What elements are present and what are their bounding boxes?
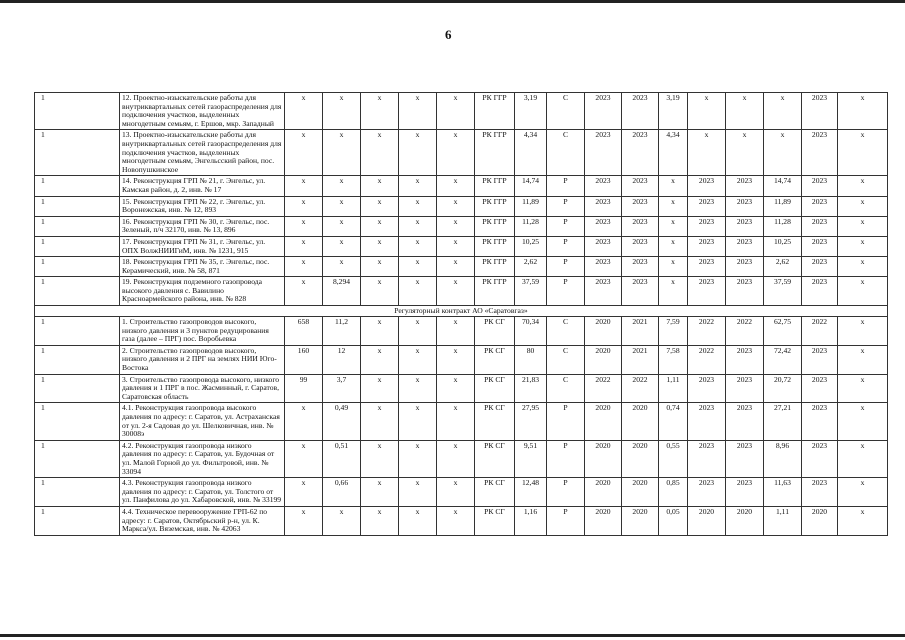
table-cell: x	[838, 403, 888, 440]
table-cell: 2023	[688, 277, 726, 306]
cell-index: 1	[35, 93, 120, 130]
table-cell: x	[361, 440, 399, 477]
table-cell: Р	[547, 277, 585, 306]
table-cell: x	[399, 216, 437, 236]
cell-index: 1	[35, 506, 120, 535]
table-row	[35, 440, 888, 477]
table-row	[35, 93, 888, 130]
table-cell: x	[437, 93, 475, 130]
table-cell: 2021	[622, 317, 659, 346]
table-cell: 2023	[802, 93, 838, 130]
table-cell: 2023	[802, 130, 838, 176]
table-cell: x	[361, 236, 399, 256]
table-cell: 2023	[688, 216, 726, 236]
table-cell: x	[361, 130, 399, 176]
cell-index: 1	[35, 403, 120, 440]
cell-index: 1	[35, 216, 120, 236]
table-cell: 2023	[622, 130, 659, 176]
table-cell: 2020	[585, 506, 622, 535]
cell-object-name: 4.4. Техническое перевооружение ГРП-62 по адресу: г. Саратов, Октябрьский р-н, ул. К. Маркса/ул. Вяземская, инв. № 42063	[120, 506, 285, 535]
table-cell: 2022	[802, 317, 838, 346]
table-cell: 3,19	[659, 93, 688, 130]
cell-index: 1	[35, 440, 120, 477]
table-cell: РК ГГР	[475, 277, 515, 306]
table-cell: 37,59	[515, 277, 547, 306]
table-cell: x	[838, 317, 888, 346]
table-cell: 8,96	[764, 440, 802, 477]
table-cell: x	[437, 374, 475, 403]
table-cell: x	[399, 196, 437, 216]
cell-object-name: 16. Реконструкция ГРП № 30, г. Энгельс, пос. Зеленый, п/ч 32170, инв. № 13, 896	[120, 216, 285, 236]
table-cell: 2023	[688, 374, 726, 403]
table-cell: 14,74	[764, 176, 802, 196]
table-row	[35, 317, 888, 346]
table-cell: x	[323, 130, 361, 176]
table-cell: 2023	[585, 93, 622, 130]
table-cell: x	[285, 403, 323, 440]
table-cell: x	[726, 93, 764, 130]
table-cell: 2020	[585, 317, 622, 346]
table-cell: 2023	[802, 440, 838, 477]
table-cell: 2020	[688, 506, 726, 535]
table-cell: x	[323, 176, 361, 196]
section-header-row	[35, 306, 888, 317]
table-cell: x	[437, 130, 475, 176]
table-cell: 11,63	[764, 478, 802, 507]
table-cell: 2022	[726, 317, 764, 346]
table-row	[35, 236, 888, 256]
table-cell: 0,85	[659, 478, 688, 507]
table-cell: x	[399, 257, 437, 277]
cell-index: 1	[35, 317, 120, 346]
table-cell: x	[399, 236, 437, 256]
table-cell: Р	[547, 506, 585, 535]
table-cell: РК СГ	[475, 317, 515, 346]
table-cell: 2023	[622, 93, 659, 130]
table-cell: x	[437, 478, 475, 507]
cell-index: 1	[35, 257, 120, 277]
table-cell: 2023	[622, 196, 659, 216]
cell-index: 1	[35, 236, 120, 256]
table-cell: x	[399, 130, 437, 176]
bottom-border	[0, 634, 905, 637]
table-cell: x	[361, 478, 399, 507]
cell-object-name: 4.2. Реконструкция газопровода низкого давления по адресу: г. Саратов, ул. Будочная от ул. Малой Горной до ул. Фильтровой, инв. № 33094	[120, 440, 285, 477]
table-cell: x	[285, 176, 323, 196]
table-row	[35, 277, 888, 306]
cell-index: 1	[35, 130, 120, 176]
table-cell: РК ГГР	[475, 216, 515, 236]
table-cell: 2023	[585, 236, 622, 256]
table-cell: 3,7	[323, 374, 361, 403]
table-cell: РК СГ	[475, 478, 515, 507]
table-cell: Р	[547, 257, 585, 277]
table-cell: x	[659, 196, 688, 216]
table-cell: x	[323, 93, 361, 130]
table-cell: x	[285, 257, 323, 277]
table-cell: x	[838, 440, 888, 477]
table-cell: x	[285, 216, 323, 236]
table-cell: 2023	[726, 277, 764, 306]
table-cell: 2020	[585, 403, 622, 440]
table-cell: x	[437, 176, 475, 196]
table-cell: 2023	[688, 257, 726, 277]
table-cell: x	[361, 345, 399, 374]
table-row	[35, 216, 888, 236]
table-cell: 27,95	[515, 403, 547, 440]
table-cell: 0,05	[659, 506, 688, 535]
table-row	[35, 130, 888, 176]
table-cell: x	[838, 374, 888, 403]
table-cell: 7,59	[659, 317, 688, 346]
table-cell: x	[688, 93, 726, 130]
table-cell: x	[285, 93, 323, 130]
table-cell: 2023	[688, 478, 726, 507]
table-cell: С	[547, 93, 585, 130]
table-cell: x	[437, 196, 475, 216]
table-cell: 0,49	[323, 403, 361, 440]
page-number: 6	[445, 27, 452, 42]
table-cell: 2023	[585, 257, 622, 277]
table-cell: Р	[547, 440, 585, 477]
table-row	[35, 257, 888, 277]
table-cell: 62,75	[764, 317, 802, 346]
table-cell: 2020	[585, 345, 622, 374]
table-cell: x	[437, 236, 475, 256]
table-cell: x	[323, 196, 361, 216]
table-cell: x	[838, 506, 888, 535]
table-cell: x	[285, 236, 323, 256]
table-cell: 2023	[802, 403, 838, 440]
table-row	[35, 478, 888, 507]
table-cell: x	[361, 403, 399, 440]
table-cell: 70,34	[515, 317, 547, 346]
table-cell: 2023	[726, 440, 764, 477]
table-cell: x	[437, 277, 475, 306]
table-cell: 9,51	[515, 440, 547, 477]
table-cell: 2023	[585, 196, 622, 216]
table-cell: 2023	[802, 478, 838, 507]
table-cell: 11,28	[764, 216, 802, 236]
table-cell: 12,48	[515, 478, 547, 507]
table-cell: 10,25	[764, 236, 802, 256]
table-cell: 2020	[585, 478, 622, 507]
table-cell: РК СГ	[475, 345, 515, 374]
table-cell: 2023	[726, 196, 764, 216]
table-cell: РК ГГР	[475, 196, 515, 216]
table-cell: 0,55	[659, 440, 688, 477]
table-cell: x	[838, 345, 888, 374]
table-cell: РК СГ	[475, 506, 515, 535]
table-cell: 0,51	[323, 440, 361, 477]
table-cell: 2022	[585, 374, 622, 403]
table-cell: 2023	[726, 345, 764, 374]
table-cell: РК СГ	[475, 440, 515, 477]
table-cell: 658	[285, 317, 323, 346]
table-cell: 2021	[622, 345, 659, 374]
table-cell: x	[361, 374, 399, 403]
table-row	[35, 196, 888, 216]
cell-object-name: 13. Проектно-изыскательские работы для внутриквартальных сетей газораспределения для подключения участков, выделенных многодетным семьям, Энгельсский район, пос. Новопушкинское	[120, 130, 285, 176]
table-cell: x	[764, 130, 802, 176]
table-cell: x	[285, 478, 323, 507]
table-cell: РК ГГР	[475, 130, 515, 176]
table-cell: Р	[547, 176, 585, 196]
table-cell: 2023	[585, 130, 622, 176]
table-cell: 2023	[726, 216, 764, 236]
table-cell: 2020	[726, 506, 764, 535]
table-cell: 8,294	[323, 277, 361, 306]
table-cell: Р	[547, 196, 585, 216]
table-cell: x	[764, 93, 802, 130]
table-cell: 4,34	[659, 130, 688, 176]
table-row	[35, 403, 888, 440]
table-cell: x	[838, 216, 888, 236]
table-cell: x	[323, 216, 361, 236]
cell-object-name: 3. Строительство газопровода высокого, низкого давления и 1 ПРГ в пос. Жасминный, г. Саратов, Саратовская область	[120, 374, 285, 403]
table-cell: 1,11	[659, 374, 688, 403]
table-cell: x	[838, 478, 888, 507]
table-cell: x	[361, 196, 399, 216]
table-cell: x	[399, 277, 437, 306]
table-cell: 0,66	[323, 478, 361, 507]
table-cell: 2023	[802, 176, 838, 196]
table-cell: x	[285, 440, 323, 477]
table-cell: Р	[547, 236, 585, 256]
table-cell: 12	[323, 345, 361, 374]
table-cell: 2023	[622, 236, 659, 256]
table-cell: Р	[547, 216, 585, 236]
table-cell: x	[361, 257, 399, 277]
table-cell: 0,74	[659, 403, 688, 440]
table-cell: 2023	[622, 176, 659, 196]
table-cell: 20,72	[764, 374, 802, 403]
cell-object-name: 1. Строительство газопроводов высокого, низкого давления и 3 пунктов редуцирования газа (далее – ПРГ) пос. Воробьевка	[120, 317, 285, 346]
table-cell: 2023	[688, 176, 726, 196]
table-cell: 2023	[802, 257, 838, 277]
table-cell: 2023	[585, 176, 622, 196]
table-cell: 2023	[802, 277, 838, 306]
table-cell: РК ГГР	[475, 176, 515, 196]
table-cell: x	[323, 506, 361, 535]
table-cell: 2023	[622, 216, 659, 236]
table-cell: x	[399, 440, 437, 477]
table-cell: x	[838, 257, 888, 277]
table-cell: 14,74	[515, 176, 547, 196]
table-cell: 2023	[688, 440, 726, 477]
table-row	[35, 374, 888, 403]
table-cell: 11,28	[515, 216, 547, 236]
table-cell: x	[437, 403, 475, 440]
table-row	[35, 506, 888, 535]
table-cell: С	[547, 317, 585, 346]
table-cell: x	[361, 506, 399, 535]
table-cell: 2023	[726, 176, 764, 196]
table-cell: x	[285, 506, 323, 535]
table-cell: 2023	[688, 403, 726, 440]
table-cell: РК ГГР	[475, 257, 515, 277]
table-cell: 27,21	[764, 403, 802, 440]
cell-object-name: 18. Реконструкция ГРП № 35, г. Энгельс, пос. Керамический, инв. № 58, 871	[120, 257, 285, 277]
table-row	[35, 176, 888, 196]
top-border	[0, 0, 905, 3]
table-cell: x	[285, 277, 323, 306]
cell-object-name: 2. Строительство газопроводов высокого, низкого давления и 2 ПРГ на землях НИИ Юго-Востока	[120, 345, 285, 374]
table-cell: 2,62	[764, 257, 802, 277]
table-cell: 2020	[622, 440, 659, 477]
table-cell: 99	[285, 374, 323, 403]
table-cell: x	[399, 506, 437, 535]
table-cell: x	[399, 374, 437, 403]
section-title: Регуляторный контракт АО «Саратовгаз»	[35, 306, 888, 317]
table-cell: 2022	[688, 345, 726, 374]
cell-index: 1	[35, 277, 120, 306]
cell-object-name: 19. Реконструкция подземного газопровода высокого давления с. Вавилино Красноармейского района, инв. № 828	[120, 277, 285, 306]
cell-index: 1	[35, 176, 120, 196]
table-cell: 2023	[726, 374, 764, 403]
table-cell: x	[361, 93, 399, 130]
table-cell: x	[838, 130, 888, 176]
cell-index: 1	[35, 345, 120, 374]
table-cell: 2023	[726, 236, 764, 256]
table-cell: x	[361, 277, 399, 306]
table-cell: 4,34	[515, 130, 547, 176]
table-cell: x	[399, 93, 437, 130]
investment-program-table	[34, 92, 888, 536]
table-cell: 7,58	[659, 345, 688, 374]
table-cell: 2023	[688, 196, 726, 216]
table-cell: 2023	[802, 374, 838, 403]
table-cell: 11,89	[515, 196, 547, 216]
table-cell: x	[659, 257, 688, 277]
table-cell: 80	[515, 345, 547, 374]
table-row	[35, 345, 888, 374]
table-cell: x	[437, 345, 475, 374]
table-cell: 10,25	[515, 236, 547, 256]
table-cell: 2023	[688, 236, 726, 256]
cell-index: 1	[35, 374, 120, 403]
table-cell: 2020	[802, 506, 838, 535]
cell-index: 1	[35, 196, 120, 216]
table-cell: x	[285, 196, 323, 216]
table-cell: x	[838, 277, 888, 306]
table-cell: 2023	[802, 236, 838, 256]
table-cell: 72,42	[764, 345, 802, 374]
table-cell: x	[361, 176, 399, 196]
table-cell: 37,59	[764, 277, 802, 306]
table-cell: x	[437, 216, 475, 236]
table-cell: 2023	[726, 257, 764, 277]
table-cell: С	[547, 130, 585, 176]
cell-object-name: 15. Реконструкция ГРП № 22, г. Энгельс, ул. Воронежская, инв. № 12, 893	[120, 196, 285, 216]
table-cell: x	[838, 236, 888, 256]
table-cell: 2023	[622, 277, 659, 306]
table-cell: x	[437, 506, 475, 535]
table-cell: РК СГ	[475, 374, 515, 403]
cell-object-name: 4.1. Реконструкция газопровода высокого давления по адресу: г. Саратов, ул. Астраханская от ул. 2-я Садовая до ул. Шелковичная, инв. № 30008э	[120, 403, 285, 440]
table-cell: 2023	[802, 196, 838, 216]
table-cell: x	[399, 345, 437, 374]
table-cell: РК ГГР	[475, 93, 515, 130]
table-cell: x	[659, 176, 688, 196]
table-cell: x	[726, 130, 764, 176]
table-cell: x	[659, 216, 688, 236]
table-cell: 11,2	[323, 317, 361, 346]
table-cell: x	[399, 317, 437, 346]
cell-object-name: 14. Реконструкция ГРП № 21, г. Энгельс, ул. Камская район, д. 2, инв. № 17	[120, 176, 285, 196]
table-cell: x	[838, 196, 888, 216]
table-cell: 2022	[622, 374, 659, 403]
table-cell: x	[437, 257, 475, 277]
table-cell: x	[361, 317, 399, 346]
table-cell: Р	[547, 478, 585, 507]
table-cell: 2023	[802, 216, 838, 236]
table-cell: С	[547, 345, 585, 374]
cell-object-name: 17. Реконструкция ГРП № 31, г. Энгельс, ул. ОПХ ВолжНИИГиМ, инв. № 1231, 915	[120, 236, 285, 256]
table-cell: x	[437, 440, 475, 477]
table-cell: 1,16	[515, 506, 547, 535]
table-cell: 1,11	[764, 506, 802, 535]
table-cell: x	[399, 176, 437, 196]
table-cell: 2020	[622, 506, 659, 535]
cell-object-name: 12. Проектно-изыскательские работы для внутриквартальных сетей газораспределения для подключения участков, выделенных многодетным семьям, г. Ершов, мкр. Западный	[120, 93, 285, 130]
table-cell: 2023	[802, 345, 838, 374]
table-cell: x	[838, 176, 888, 196]
table-cell: x	[688, 130, 726, 176]
table-cell: 21,83	[515, 374, 547, 403]
table-cell: x	[399, 478, 437, 507]
table-cell: Р	[547, 403, 585, 440]
table-cell: 2023	[585, 216, 622, 236]
table-cell: 2020	[585, 440, 622, 477]
table-cell: 2022	[688, 317, 726, 346]
table-cell: 3,19	[515, 93, 547, 130]
table-cell: x	[399, 403, 437, 440]
table-cell: 2023	[726, 403, 764, 440]
table-cell: 2023	[726, 478, 764, 507]
cell-index: 1	[35, 478, 120, 507]
table-cell: 2,62	[515, 257, 547, 277]
table-cell: x	[659, 236, 688, 256]
table-cell: 2020	[622, 403, 659, 440]
table-cell: РК СГ	[475, 403, 515, 440]
table-cell: С	[547, 374, 585, 403]
table-cell: x	[323, 236, 361, 256]
table-cell: РК ГГР	[475, 236, 515, 256]
table-cell: x	[285, 130, 323, 176]
cell-object-name: 4.3. Реконструкция газопровода низкого давления по адресу: г. Саратов, ул. Толстого от ул. Панфилова до ул. Хабаровской, инв. № 33199	[120, 478, 285, 507]
table-cell: x	[361, 216, 399, 236]
table-cell: x	[659, 277, 688, 306]
table-cell: 2023	[585, 277, 622, 306]
table-cell: x	[838, 93, 888, 130]
table-cell: 2023	[622, 257, 659, 277]
table-cell: 2020	[622, 478, 659, 507]
table-cell: x	[323, 257, 361, 277]
table-cell: 11,89	[764, 196, 802, 216]
table-cell: 160	[285, 345, 323, 374]
table-cell: x	[437, 317, 475, 346]
